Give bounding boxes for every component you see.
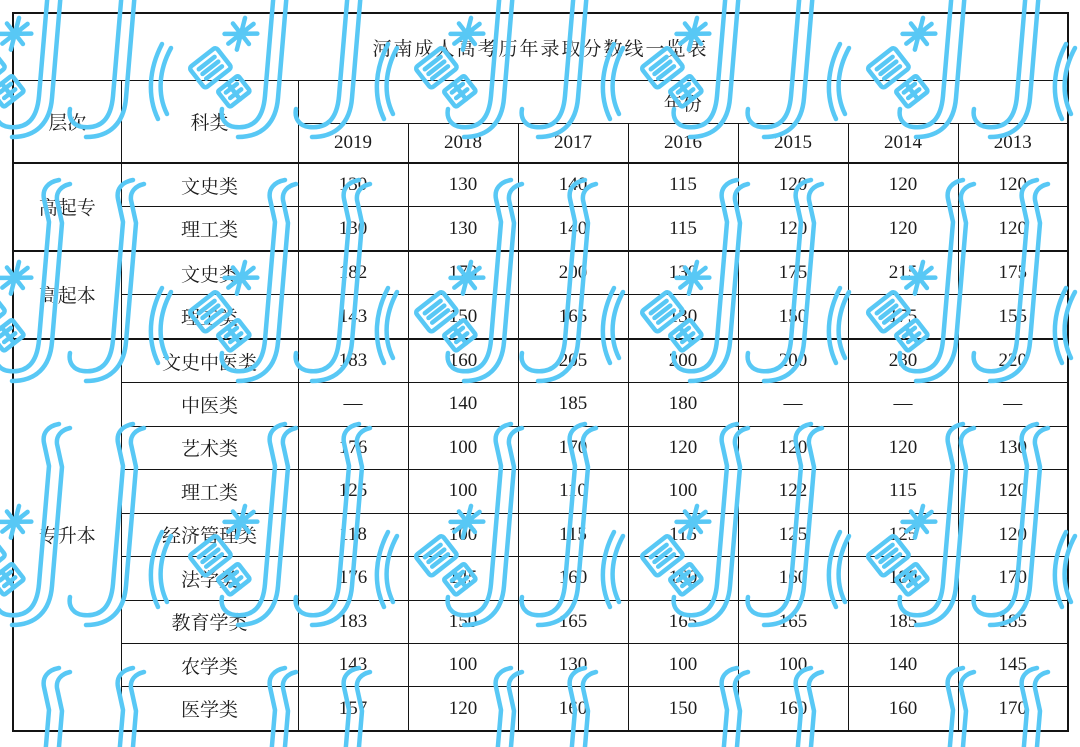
score-cell: 200 (738, 339, 848, 383)
score-cell: 150 (408, 600, 518, 643)
score-cell: 183 (298, 339, 408, 383)
score-cell: 140 (408, 383, 518, 426)
level-cell: 专升本 (13, 339, 121, 731)
score-cell: 205 (518, 339, 628, 383)
score-table (12, 12, 1069, 732)
score-cell: 120 (628, 426, 738, 469)
score-cell: 100 (628, 643, 738, 686)
score-cell: 160 (738, 557, 848, 600)
score-cell: 215 (848, 251, 958, 295)
category-cell: 文史中医类 (121, 339, 298, 383)
score-cell: 115 (628, 207, 738, 251)
score-cell: — (298, 383, 408, 426)
score-cell: 230 (848, 339, 958, 383)
score-cell: 118 (298, 513, 408, 556)
score-cell: 140 (518, 207, 628, 251)
table-title: 河南成人高考历年录取分数线一览表 (13, 13, 1068, 81)
score-cell: 120 (408, 687, 518, 731)
score-cell: 100 (408, 426, 518, 469)
table-row (13, 339, 1068, 383)
category-cell: 法学类 (121, 557, 298, 600)
score-cell: 130 (408, 207, 518, 251)
score-cell: 157 (298, 687, 408, 731)
score-cell: 160 (408, 339, 518, 383)
score-cell: 143 (298, 295, 408, 339)
table-row (13, 295, 1068, 339)
header-level: 层次 (13, 81, 121, 164)
category-cell: 艺术类 (121, 426, 298, 469)
score-cell: 200 (518, 251, 628, 295)
score-cell: 140 (848, 643, 958, 686)
score-cell: 185 (848, 600, 958, 643)
score-cell: 220 (958, 339, 1068, 383)
score-cell: 183 (298, 600, 408, 643)
score-cell: 160 (518, 687, 628, 731)
score-cell: 122 (738, 470, 848, 513)
table-row (13, 251, 1068, 295)
score-cell: 100 (628, 470, 738, 513)
year-column-header: 2014 (848, 124, 958, 164)
year-column-header: 2019 (298, 124, 408, 164)
table-row (13, 426, 1068, 469)
score-cell: 120 (958, 513, 1068, 556)
table-row (13, 470, 1068, 513)
category-cell: 农学类 (121, 643, 298, 686)
level-cell: 高起本 (13, 251, 121, 339)
category-cell: 教育学类 (121, 600, 298, 643)
score-cell: 125 (738, 513, 848, 556)
table-row (13, 383, 1068, 426)
score-cell: 143 (298, 643, 408, 686)
category-cell: 经济管理类 (121, 513, 298, 556)
score-cell: 150 (628, 687, 738, 731)
score-cell: 100 (738, 643, 848, 686)
score-cell: 180 (848, 557, 958, 600)
header-category: 科类 (121, 81, 298, 164)
score-cell: 185 (518, 383, 628, 426)
score-cell: 175 (848, 295, 958, 339)
score-cell: — (848, 383, 958, 426)
score-cell: 130 (298, 207, 408, 251)
level-cell: 高起专 (13, 163, 121, 251)
score-cell: — (958, 383, 1068, 426)
year-column-header: 2017 (518, 124, 628, 164)
year-column-header: 2016 (628, 124, 738, 164)
score-cell: 176 (298, 557, 408, 600)
score-cell: 176 (298, 426, 408, 469)
category-cell: 文史类 (121, 251, 298, 295)
score-cell: 170 (958, 687, 1068, 731)
score-cell: 110 (518, 470, 628, 513)
score-cell: 150 (408, 295, 518, 339)
score-cell: 170 (518, 426, 628, 469)
score-cell: 100 (408, 643, 518, 686)
score-cell: 125 (298, 470, 408, 513)
table-row (13, 600, 1068, 643)
score-cell: 120 (958, 163, 1068, 207)
score-cell: 165 (518, 600, 628, 643)
category-cell: 理工类 (121, 470, 298, 513)
score-cell: 200 (628, 339, 738, 383)
score-cell: 155 (958, 295, 1068, 339)
category-cell: 理工类 (121, 207, 298, 251)
score-cell: 185 (958, 600, 1068, 643)
score-cell: 125 (848, 513, 958, 556)
table-row (13, 643, 1068, 686)
score-cell: 100 (408, 470, 518, 513)
score-cell: 160 (628, 557, 738, 600)
score-cell: 170 (958, 557, 1068, 600)
table-row (13, 163, 1068, 207)
score-cell: 160 (518, 557, 628, 600)
table-row (13, 513, 1068, 556)
score-cell: 120 (848, 207, 958, 251)
score-cell: 150 (738, 295, 848, 339)
score-cell: 165 (628, 600, 738, 643)
table-row (13, 687, 1068, 731)
category-cell: 中医类 (121, 383, 298, 426)
year-column-header: 2015 (738, 124, 848, 164)
header-year: 年份 (298, 81, 1068, 124)
score-cell: 165 (518, 295, 628, 339)
score-cell: 140 (518, 163, 628, 207)
score-cell: 165 (738, 600, 848, 643)
year-column-header: 2018 (408, 124, 518, 164)
score-cell: 120 (958, 207, 1068, 251)
category-cell: 文史类 (121, 163, 298, 207)
score-cell: 175 (738, 251, 848, 295)
score-cell: 175 (958, 251, 1068, 295)
score-cell: 130 (518, 643, 628, 686)
score-cell: 120 (958, 470, 1068, 513)
score-cell: 160 (848, 687, 958, 731)
score-cell: 130 (958, 426, 1068, 469)
score-cell: 145 (958, 643, 1068, 686)
category-cell: 理工类 (121, 295, 298, 339)
category-cell: 医学类 (121, 687, 298, 731)
score-cell: 182 (298, 251, 408, 295)
table-row (13, 207, 1068, 251)
score-cell: 120 (738, 163, 848, 207)
score-cell: 130 (628, 295, 738, 339)
score-cell: 115 (628, 163, 738, 207)
score-cell: 120 (848, 163, 958, 207)
score-cell: 170 (408, 251, 518, 295)
table-row (13, 557, 1068, 600)
score-cell: 115 (518, 513, 628, 556)
score-cell: 160 (738, 687, 848, 731)
score-cell: 130 (298, 163, 408, 207)
score-cell: 120 (738, 426, 848, 469)
score-cell: — (738, 383, 848, 426)
score-cell: 115 (848, 470, 958, 513)
score-cell: 100 (408, 513, 518, 556)
score-cell: 130 (628, 251, 738, 295)
score-cell: 115 (628, 513, 738, 556)
score-cell: 145 (408, 557, 518, 600)
score-cell: 130 (408, 163, 518, 207)
score-cell: 120 (848, 426, 958, 469)
year-column-header: 2013 (958, 124, 1068, 164)
score-cell: 120 (738, 207, 848, 251)
score-cell: 180 (628, 383, 738, 426)
